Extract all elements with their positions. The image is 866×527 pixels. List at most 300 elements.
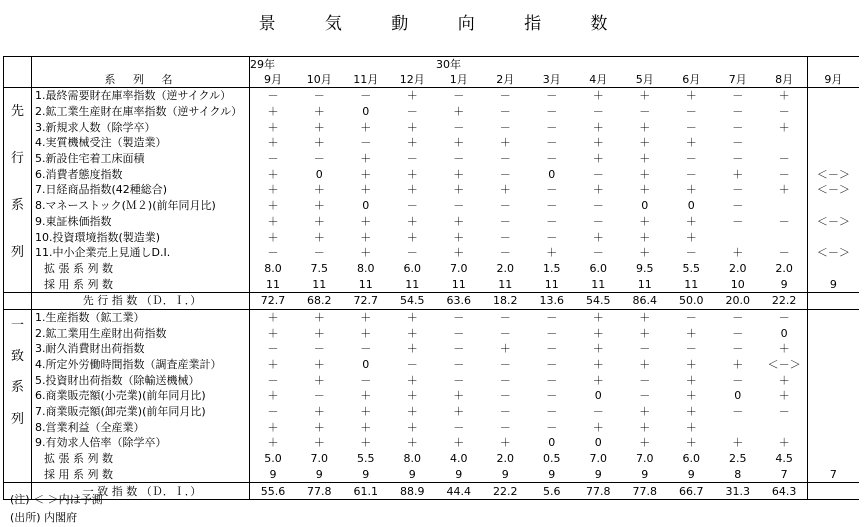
series-name: 6.商業販売額(小売業)(前年同月比) [32,388,250,404]
series-value: － [453,342,465,356]
series-value: － [436,309,483,325]
group-char: 系 [10,380,24,396]
di-value: 77.8 [296,483,343,500]
adopted-count-value: 11 [637,277,652,291]
adopted-count-value: 8 [734,467,742,481]
series-value: ＋ [732,436,744,450]
expanded-count-value: 7.0 [450,261,468,275]
series-name: 8.営業利益（全産業） [32,419,250,435]
expanded-count-value [808,261,859,277]
group-char: 先 [10,104,24,119]
group-char: 列 [10,411,24,427]
series-value: ＋ [639,230,651,244]
adopted-count-value: 7 [808,467,859,483]
adopted-count-value: 9 [315,467,323,481]
leading-adopted-row [4,276,859,292]
series-value [808,309,859,325]
leading-row [4,104,859,120]
header-blank [808,57,859,73]
series-value: ＋ [639,326,651,340]
leading-row [4,198,859,214]
adopted-count-label: 採 用 系 列 数 [32,467,250,483]
series-value: ＋ [639,246,651,260]
series-value: － [732,105,744,119]
series-value: － [732,405,744,419]
di-value: 5.6 [529,483,576,500]
series-value: ＋ [592,120,604,134]
series-value: 0 [315,167,323,181]
series-value: ＋ [639,120,651,134]
series-value: ＋ [406,230,418,244]
series-value: － [778,105,790,119]
series-value: － [453,199,465,213]
series-value: ＋ [778,436,790,450]
adopted-count-value: 11 [591,277,606,291]
expanded-count-value: 7.0 [636,452,654,466]
series-value: ＋ [761,88,808,104]
series-value [808,341,859,357]
series-value: ＋ [406,214,418,228]
di-blank [4,292,32,309]
business-conditions-table [3,56,859,500]
series-value: ＋ [499,436,511,450]
series-value: ＋ [453,436,465,450]
series-value: ＋ [267,167,279,181]
series-value: － [499,389,511,403]
month-header: 10月 [306,73,332,86]
series-value: 0 [641,199,649,213]
di-value: 31.3 [715,483,762,500]
coincident-row [4,388,859,404]
series-value: － [715,309,762,325]
expanded-count-value: 5.5 [682,261,700,275]
series-value: － [732,214,744,228]
di-value: 13.6 [529,292,576,309]
di-value: 72.7 [343,292,390,309]
series-value: － [499,199,511,213]
series-value [808,104,859,120]
series-value: － [546,136,558,150]
series-value: ＋ [360,405,372,419]
series-value: － [546,358,558,372]
series-value: ＋ [685,214,697,228]
series-value: ＋ [389,88,436,104]
series-name: 11.中小企業売上見通しD.I. [32,245,250,261]
header-group-blank [4,57,32,88]
series-value: ＋ [499,136,511,150]
series-value: － [406,246,418,260]
series-value: ＋ [685,326,697,340]
series-value [808,325,859,341]
coincident-expanded-row [4,451,859,467]
expanded-count-value: 1.5 [543,261,561,275]
leading-row [4,245,859,261]
series-value: ＋ [360,420,372,434]
series-value: ＋ [499,342,511,356]
expanded-count-value: 4.0 [450,452,468,466]
series-value: － [546,183,558,197]
series-value: － [592,105,604,119]
series-value: ＋ [639,167,651,181]
adopted-count-value: 11 [498,277,513,291]
series-value: ＋ [778,389,790,403]
series-value: ＋ [639,136,651,150]
series-value: ＋ [360,183,372,197]
series-value: － [482,88,529,104]
series-value: ＜－＞ [808,166,859,182]
series-value: ＋ [389,309,436,325]
series-value: ＋ [313,214,325,228]
coincident-row [4,357,859,373]
series-value: － [499,246,511,260]
di-value: 20.0 [715,292,762,309]
series-value: ＋ [250,309,297,325]
leading-row [4,166,859,182]
series-value: ＋ [406,373,418,387]
coincident-di-row [4,483,859,500]
di-value: 54.5 [389,292,436,309]
series-value [808,119,859,135]
series-value: － [778,152,790,166]
month-header: 3月 [542,73,561,86]
month-header: 1月 [449,73,468,86]
adopted-count-value: 11 [684,277,699,291]
series-value: ＋ [406,183,418,197]
series-value: － [360,136,372,150]
series-value: － [715,88,762,104]
series-value: － [546,389,558,403]
series-name: 5.新設住宅着工床面積 [32,151,250,167]
series-name: 8.マネーストック(Ｍ２)(前年同月比) [32,198,250,214]
group-char: 行 [10,151,24,167]
series-value: ＋ [639,183,651,197]
series-value: ＋ [313,373,325,387]
di-value: 86.4 [622,292,669,309]
adopted-count-value: 9 [269,467,277,481]
series-value: － [267,152,279,166]
di-value: 64.3 [761,483,808,500]
series-value: － [499,120,511,134]
expanded-count-label: 拡 張 系 列 数 [32,451,250,467]
month-header: 8月 [775,73,794,86]
series-value: － [668,309,715,325]
series-value: ＋ [313,326,325,340]
series-value: － [639,105,651,119]
series-value: ＋ [639,420,651,434]
series-value [808,151,859,167]
series-name: 9.有効求人倍率（除学卒） [32,435,250,451]
series-name: 4.所定外労働時間指数（調査産業計） [32,357,250,373]
series-value [808,229,859,245]
header-blank [32,57,250,73]
series-value: ＋ [592,136,604,150]
series-value: ＋ [592,326,604,340]
series-value: ＋ [313,358,325,372]
di-value: 68.2 [296,292,343,309]
series-value: － [499,358,511,372]
series-value [808,435,859,451]
series-value: ＋ [267,326,279,340]
group-char: 列 [10,245,24,261]
di-label: 先 行 指 数 （Ｄ．Ｉ．） [32,292,250,309]
series-value: ＋ [592,420,604,434]
month-header: 9月 [808,72,859,88]
adopted-count-value: 9 [501,467,509,481]
di-value: 55.6 [250,483,297,500]
coincident-row [4,419,859,435]
series-value: ＋ [592,358,604,372]
series-value: ＋ [406,436,418,450]
series-name: 5.投資財出荷指数（除輸送機械） [32,372,250,388]
series-value [808,419,859,435]
series-name-header: 系 列 名 [32,72,250,88]
series-value: ＋ [360,389,372,403]
series-value: ＋ [685,136,697,150]
series-value: － [267,405,279,419]
series-value: － [685,246,697,260]
series-value: ＋ [453,246,465,260]
adopted-count-value: 9 [687,467,695,481]
series-value: ＋ [267,230,279,244]
adopted-count-value: 7 [780,467,788,481]
di-value: 44.4 [436,483,483,500]
series-value: － [313,342,325,356]
series-value: ＋ [360,326,372,340]
leading-row [4,88,859,104]
series-value: － [406,105,418,119]
series-value: － [546,152,558,166]
expanded-count-value: 2.0 [775,261,793,275]
series-value: ＋ [313,436,325,450]
di-value: 66.7 [668,483,715,500]
series-value: － [685,167,697,181]
series-value: ＋ [360,230,372,244]
adopted-count-value: 9 [548,467,556,481]
series-value: － [499,167,511,181]
month-header: 4月 [589,73,608,86]
series-value [808,372,859,388]
series-value [808,388,859,404]
expanded-count-value: 7.0 [589,452,607,466]
series-value: ＋ [313,105,325,119]
group-char: 系 [10,198,24,214]
series-value: － [778,246,790,260]
group-char: 一 [10,317,24,333]
adopted-count-value: 11 [451,277,466,291]
expanded-count-value: 2.5 [729,452,747,466]
series-value: ＋ [639,152,651,166]
leading-expanded-row [4,261,859,277]
series-name: 4.実質機械受注（製造業） [32,135,250,151]
series-value: ＋ [267,389,279,403]
series-value: ＋ [313,120,325,134]
adopted-count-value: 11 [266,277,280,291]
di-value: 88.9 [389,483,436,500]
series-value: － [453,152,465,166]
leading-row [4,214,859,230]
month-header: 2月 [496,73,515,86]
coincident-row [4,372,859,388]
series-value: ＋ [406,389,418,403]
series-value: － [546,105,558,119]
series-value: － [267,246,279,260]
series-value: ＋ [778,342,790,356]
series-value: ＋ [267,136,279,150]
series-value [761,419,808,435]
series-value: － [499,420,511,434]
month-header: 11月 [353,73,379,86]
series-value: － [453,373,465,387]
series-value: ＋ [685,230,697,244]
series-value: 0 [362,358,370,372]
di-value: 77.8 [622,483,669,500]
series-value: － [685,105,697,119]
series-value: － [592,405,604,419]
series-value: ＋ [453,105,465,119]
series-value: － [250,88,297,104]
series-value: 0 [594,436,602,450]
series-value: － [685,120,697,134]
series-value: 0 [687,199,695,213]
series-value: ＋ [313,230,325,244]
di-value [808,292,859,309]
series-value: ＋ [778,373,790,387]
series-value: ＜－＞ [808,182,859,198]
adopted-count-value: 9 [808,276,859,292]
expanded-count-label: 拡 張 系 列 数 [32,261,250,277]
series-value: ＋ [685,373,697,387]
series-value: ＋ [592,230,604,244]
di-value: 63.6 [436,292,483,309]
series-value [761,229,808,245]
series-value: ＋ [499,183,511,197]
expanded-count-value [808,451,859,467]
expanded-count-value: 8.0 [403,452,421,466]
series-value: ＋ [453,167,465,181]
series-value: ＋ [592,342,604,356]
adopted-count-value: 9 [408,467,416,481]
series-value: 0 [734,389,742,403]
series-value: ＋ [267,420,279,434]
series-value: ＋ [406,405,418,419]
adopted-count-label: 採 用 系 列 数 [32,276,250,292]
adopted-count-value: 9 [641,467,649,481]
series-value [808,357,859,373]
coincident-row [4,309,859,325]
month-header: 5月 [635,73,654,86]
series-value: ＋ [639,214,651,228]
series-value [808,135,859,151]
expanded-count-value: 6.0 [589,261,607,275]
series-value: － [546,120,558,134]
series-value: ＋ [360,152,372,166]
adopted-count-value: 11 [358,277,373,291]
adopted-count-value: 10 [730,277,745,291]
series-value: ＋ [732,246,744,260]
series-name: 1.生産指数（鉱工業） [32,309,250,325]
series-value: ＋ [360,120,372,134]
year-label: 29年 [250,58,275,71]
series-value: ＋ [639,436,651,450]
series-value: － [499,405,511,419]
series-value: ＜－＞ [767,358,801,372]
expanded-count-value: 5.0 [264,452,282,466]
series-value: ＋ [267,436,279,450]
series-value: － [639,373,651,387]
expanded-count-value: 4.5 [775,452,793,466]
series-value [808,404,859,420]
series-value: ＋ [313,136,325,150]
coincident-group-label [4,309,32,483]
adopted-count-value: 11 [312,277,327,291]
di-value: 18.2 [482,292,529,309]
expanded-count-value: 6.0 [403,261,421,275]
series-value: － [499,105,511,119]
month-header: 6月 [682,73,701,86]
series-value: ＋ [296,309,343,325]
series-value: － [546,199,558,213]
series-value: 0 [548,167,556,181]
series-value: ＋ [732,167,744,181]
series-name: 2.鉱工業生産財在庫率指数（逆サイクル） [32,104,250,120]
leading-di-row [4,292,859,309]
series-value: ＋ [406,120,418,134]
leading-row [4,151,859,167]
coincident-row [4,435,859,451]
series-value: ＋ [267,120,279,134]
series-value: － [406,152,418,166]
series-name: 2.鉱工業用生産財出荷指数 [32,325,250,341]
series-value: － [778,405,790,419]
series-value: － [499,326,511,340]
series-value: ＋ [778,183,790,197]
series-value: ＋ [343,309,390,325]
series-value: ＋ [685,389,697,403]
header-row-months [4,72,859,88]
series-value: ＋ [668,88,715,104]
series-name: 10.投資環境指数(製造業) [32,229,250,245]
series-value: ＋ [453,214,465,228]
di-label: 一 致 指 数 （Ｄ．Ｉ．） [32,483,250,500]
series-value: － [732,326,744,340]
series-value: ＋ [267,105,279,119]
series-value: ＋ [685,436,697,450]
expanded-count-value: 8.0 [357,261,375,275]
series-value: 0 [594,389,602,403]
series-value: － [546,405,558,419]
coincident-row [4,325,859,341]
series-value: － [732,136,744,150]
series-name: 1.最終需要財在庫率指数（逆サイクル） [32,88,250,104]
series-value: － [406,358,418,372]
series-value [808,88,859,104]
series-value: ＋ [313,420,325,434]
series-name: 6.消費者態度指数 [32,166,250,182]
expanded-count-value: 2.0 [729,261,747,275]
series-value: ＋ [639,405,651,419]
series-value: － [313,389,325,403]
series-name: 7.商業販売額(卸売業)(前年同月比) [32,404,250,420]
series-value: － [436,88,483,104]
coincident-row [4,404,859,420]
series-value: － [546,420,558,434]
series-value: － [732,373,744,387]
series-value: － [267,342,279,356]
header-row-years [4,57,859,73]
expanded-count-value: 5.5 [357,452,375,466]
series-value: 0 [362,105,370,119]
series-value [761,135,808,151]
